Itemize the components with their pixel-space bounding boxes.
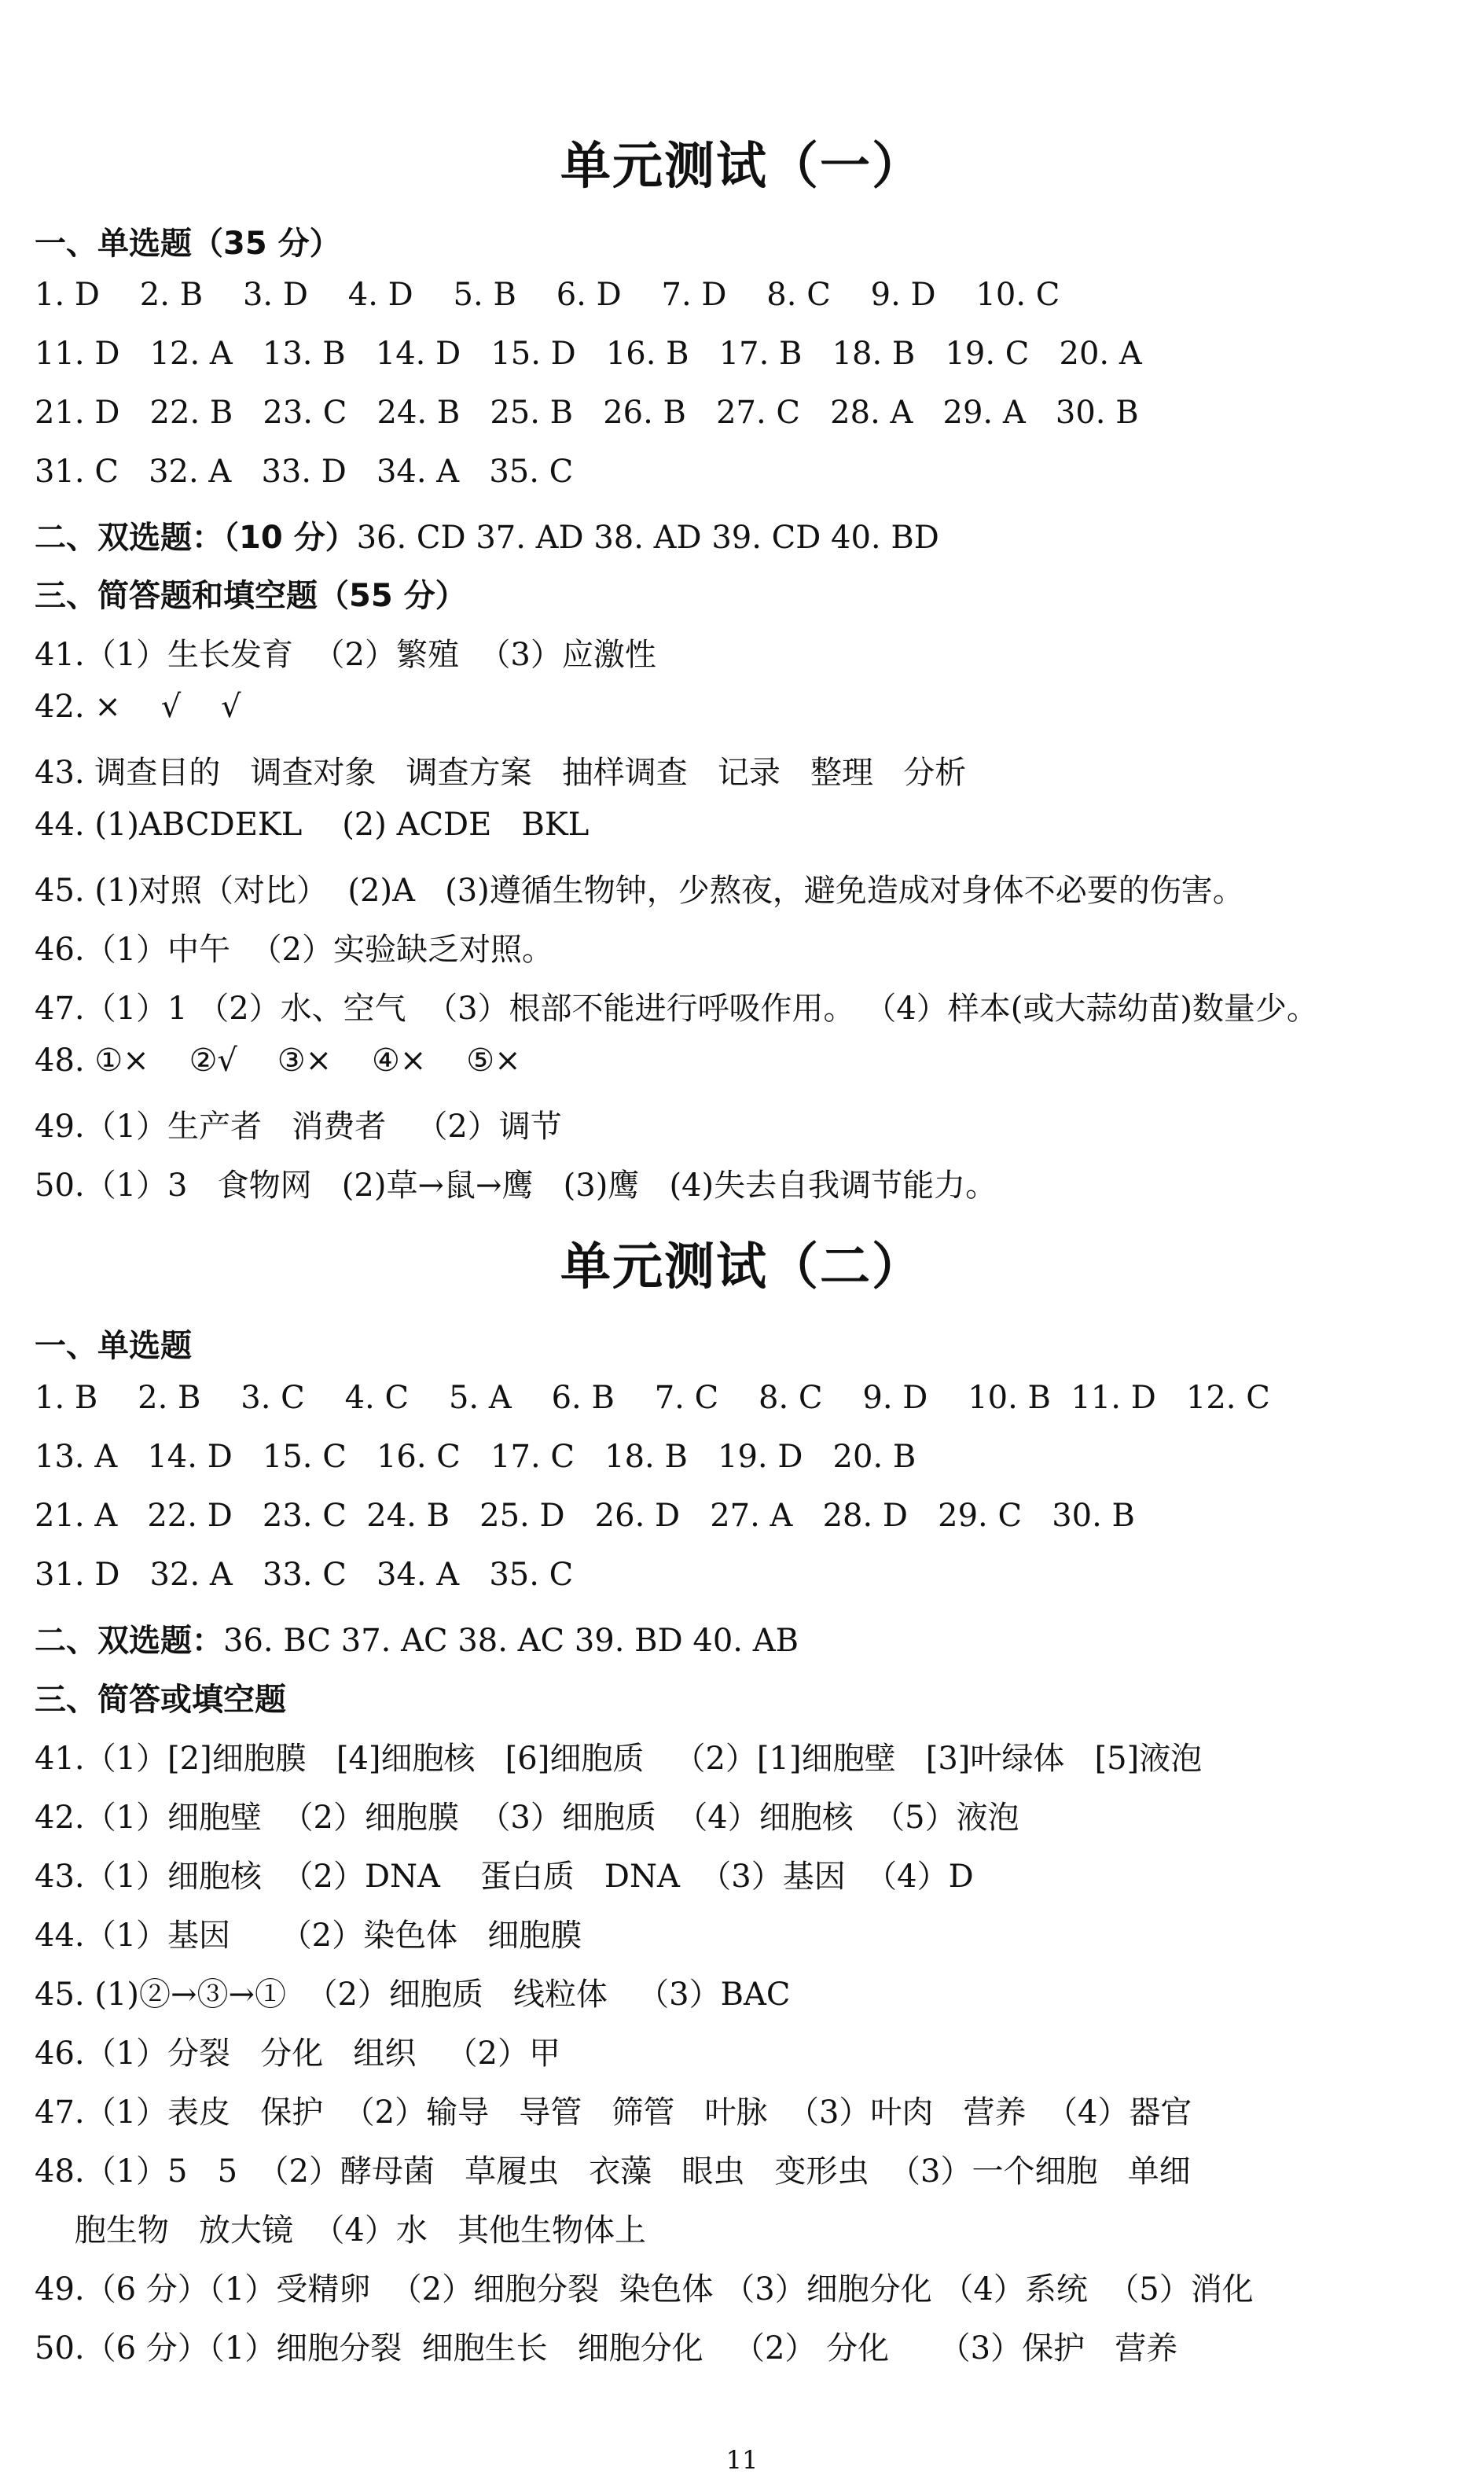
test1-title: 单元测试（一） bbox=[560, 137, 924, 196]
answer-line: 48.（1）5 5 （2）酵母菌 草履虫 衣藻 眼虫 变形虫 （3）一个细胞 单细 bbox=[35, 2153, 1191, 2190]
answer-line: 44. (1)ABCDEKL (2) ACDE BKL bbox=[35, 807, 590, 843]
answer-line: 45. (1)②→③→① （2）细胞质 线粒体 （3）BAC bbox=[35, 1977, 791, 2013]
answer-line: 21. A 22. D 23. C 24. B 25. D 26. D 27. A 28. D 29. C 30. B bbox=[35, 1498, 1135, 1534]
answer-line: 49.（6 分）（1）受精卵 （2）细胞分裂 染色体 （3）细胞分化 （4）系统 （5）消化 bbox=[35, 2271, 1254, 2308]
answer-line: 胞生物 放大镜 （4）水 其他生物体上 bbox=[35, 2212, 647, 2249]
answer-line: 45. (1)对照（对比） (2)A (3)遵循生物钟，少熬夜，避免造成对身体不必要的伤害。 bbox=[35, 873, 1244, 909]
answer-line: 43.（1）细胞核 （2）DNA 蛋白质 DNA （3）基因 （4）D bbox=[35, 1859, 974, 1895]
answer-line: 31. C 32. A 33. D 34. A 35. C bbox=[35, 454, 574, 490]
page-number: 11 bbox=[725, 2445, 759, 2475]
section-label: 二、双选题： bbox=[35, 1623, 223, 1659]
answer-line: 46.（1）分裂 分化 组织 （2）甲 bbox=[35, 2036, 560, 2072]
answer-line: 47.（1）表皮 保护 （2）输导 导管 筛管 叶脉 （3）叶肉 营养 （4）器官 bbox=[35, 2094, 1192, 2131]
answer-line: 42. × √ √ bbox=[35, 689, 241, 725]
answer-line: 48. ①× ②√ ③× ④× ⑤× bbox=[35, 1043, 521, 1079]
answer-line: 13. A 14. D 15. C 16. C 17. C 18. B 19. D 20. B bbox=[35, 1439, 916, 1475]
test2-title: 单元测试（二） bbox=[560, 1238, 924, 1296]
answer-line: 47.（1）1 （2）水、空气 （3）根部不能进行呼吸作用。 （4）样本(或大蒜幼苗)数量少。 bbox=[35, 991, 1318, 1027]
test1-single-choice-heading: 一、单选题（35 分） bbox=[35, 226, 341, 262]
answer-line: 43. 调查目的 调查对象 调查方案 抽样调查 记录 整理 分析 bbox=[35, 755, 967, 791]
answer-line: 50.（1）3 食物网 (2)草→鼠→鹰 (3)鹰 (4)失去自我调节能力。 bbox=[35, 1168, 997, 1204]
test2-short-answer-heading: 三、简答或填空题 bbox=[35, 1682, 286, 1718]
test1-double-choice-heading bbox=[35, 513, 939, 557]
test1-short-answer-heading: 三、简答题和填空题（55 分） bbox=[35, 578, 467, 614]
test2-single-choice-heading: 一、单选题 bbox=[35, 1328, 192, 1364]
answer-line: 1. D 2. B 3. D 4. D 5. B 6. D 7. D 8. C 9. D 10. C bbox=[35, 277, 1060, 313]
answer-line: 49.（1）生产者 消费者 （2）调节 bbox=[35, 1109, 562, 1145]
section-answers: 36. CD 37. AD 38. AD 39. CD 40. BD bbox=[356, 520, 939, 556]
answer-line: 50.（6 分）（1）细胞分裂 细胞生长 细胞分化 （2） 分化 （3）保护 营养 bbox=[35, 2330, 1178, 2367]
answer-line: 21. D 22. B 23. C 24. B 25. B 26. B 27. C 28. A 29. A 30. B bbox=[35, 395, 1139, 431]
section-answers: 36. BC 37. AC 38. AC 39. BD 40. AB bbox=[223, 1623, 799, 1659]
section-label: 二、双选题：（10 分） bbox=[35, 520, 357, 556]
answer-line: 41.（1）生长发育 （2）繁殖 （3）应激性 bbox=[35, 637, 656, 673]
answer-line: 44.（1）基因 （2）染色体 细胞膜 bbox=[35, 1918, 582, 1954]
answer-line: 41.（1）[2]细胞膜 [4]细胞核 [6]细胞质 （2）[1]细胞壁 [3]叶绿体 [5]液泡 bbox=[35, 1741, 1203, 1777]
answer-line: 46.（1）中午 （2）实验缺乏对照。 bbox=[35, 932, 553, 968]
answer-line: 11. D 12. A 13. B 14. D 15. D 16. B 17. B 18. B 19. C 20. A bbox=[35, 336, 1142, 372]
answer-line: 31. D 32. A 33. C 34. A 35. C bbox=[35, 1557, 574, 1593]
test2-double-choice-heading bbox=[35, 1616, 799, 1660]
answer-line: 42.（1）细胞壁 （2）细胞膜 （3）细胞质 （4）细胞核 （5）液泡 bbox=[35, 1800, 1019, 1836]
answer-line: 1. B 2. B 3. C 4. C 5. A 6. B 7. C 8. C 9. D 10. B 11. D 12. C bbox=[35, 1380, 1270, 1416]
